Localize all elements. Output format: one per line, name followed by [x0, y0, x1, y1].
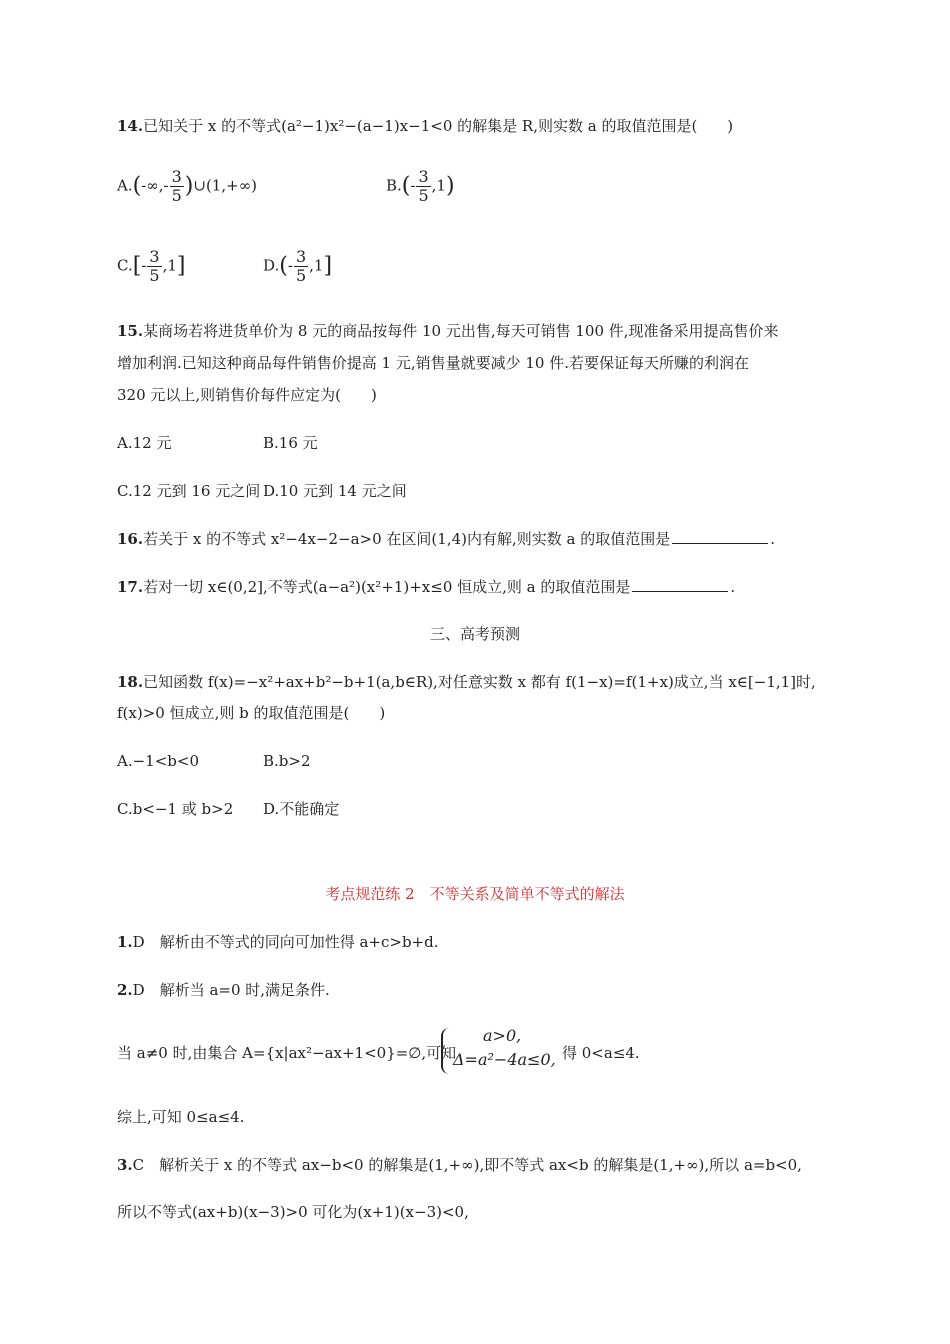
- right-paren-icon: ): [184, 173, 194, 199]
- option-label: A.: [117, 176, 133, 195]
- left-paren-icon: (: [401, 173, 411, 199]
- right-paren-icon: ): [445, 173, 455, 199]
- option-tail: ,1: [431, 176, 446, 195]
- system-row-2: Δ=a²−4a≤0,: [453, 1050, 556, 1069]
- question-18-line2: f(x)>0 恒成立,则 b 的取值范围是( ): [117, 704, 386, 722]
- option-text: -: [410, 176, 416, 195]
- question-15-line3: 320 元以上,则销售价每件应定为( ): [117, 386, 377, 404]
- denominator: 5: [149, 266, 160, 285]
- fraction: [147, 248, 161, 285]
- question-text: 已知关于 x 的不等式(a²−1)x²−(a−1)x−1<0 的解集是 R,则实数 a 的取值范围是( ): [143, 117, 734, 135]
- question-text: 若关于 x 的不等式 x²−4x−2−a>0 在区间(1,4)内有解,则实数 a 的取值范围是: [143, 530, 671, 548]
- option-b: B.16 元: [263, 434, 318, 452]
- fraction: [416, 168, 430, 205]
- option-tail: ,1: [309, 256, 324, 275]
- option-a: A.−1<b<0: [117, 752, 199, 770]
- option-c: C.12 元到 16 元之间: [117, 482, 261, 500]
- answer-3: [117, 1155, 802, 1175]
- option-label: B.: [386, 176, 402, 195]
- answer-1: [117, 932, 439, 952]
- left-paren-icon: (: [132, 173, 142, 199]
- denominator: 5: [418, 186, 429, 205]
- option-d: D.不能确定: [263, 800, 340, 818]
- numerator: 3: [295, 247, 307, 266]
- left-brace-icon: [441, 1028, 449, 1074]
- left-bracket-icon: [: [132, 253, 142, 279]
- option-label: C.: [117, 256, 133, 275]
- question-text: 已知函数 f(x)=−x²+ax+b²−b+1(a,b∈R),对任意实数 x 都有 f(1−x)=f(1+x)成立,当 x∈[−1,1]时,: [143, 673, 816, 691]
- answer-2-line3: 综上,可知 0≤a≤4.: [117, 1108, 245, 1126]
- answer-2: [117, 980, 330, 1000]
- question-15-line2: 增加利润.已知这种商品每件销售价提高 1 元,销售量就要减少 10 件.若要保证每天所赚的利润在: [117, 354, 750, 372]
- fraction: [294, 248, 308, 285]
- left-paren-icon: (: [279, 253, 288, 279]
- answer-number: 3.: [117, 1156, 133, 1174]
- equation-system: [441, 1026, 561, 1076]
- answer-2-conclusion: 得 0<a≤4.: [562, 1044, 640, 1062]
- option-c: C.b<−1 或 b>2: [117, 800, 234, 818]
- denominator: 5: [171, 186, 182, 205]
- numerator: 3: [171, 167, 182, 186]
- option-label: D.: [263, 256, 280, 275]
- question-18: [117, 672, 816, 692]
- period: .: [730, 578, 736, 596]
- question-number: 18.: [117, 673, 144, 691]
- fraction: [170, 168, 184, 205]
- right-bracket-icon: ]: [176, 253, 186, 279]
- system-row-1: a>0,: [483, 1026, 522, 1045]
- option-b: B.b>2: [263, 752, 311, 770]
- answer-3-line2: 所以不等式(ax+b)(x−3)>0 可化为(x+1)(x−3)<0,: [117, 1203, 469, 1221]
- option-tail: ,1: [162, 256, 177, 275]
- answer-text: D 解析当 a=0 时,满足条件.: [132, 981, 330, 999]
- option-d: [263, 248, 332, 285]
- numerator: 3: [149, 247, 160, 266]
- question-number: 17.: [117, 578, 144, 596]
- option-a: A.12 元: [117, 434, 172, 452]
- option-tail: ∪(1,+∞): [193, 176, 258, 195]
- period: .: [770, 530, 776, 548]
- option-c: [117, 248, 185, 285]
- answer-text: C 解析关于 x 的不等式 ax−b<0 的解集是(1,+∞),即不等式 ax<b 的解集是(1,+∞),所以 a=b<0,: [132, 1156, 802, 1174]
- answer-number: 2.: [117, 981, 133, 999]
- option-text: -∞,-: [141, 176, 169, 195]
- option-text: -: [141, 256, 147, 275]
- option-a: [117, 168, 257, 205]
- answer-blank: [632, 577, 728, 592]
- question-15: [117, 321, 779, 341]
- question-17: [117, 577, 735, 597]
- answer-number: 1.: [117, 933, 133, 951]
- option-text: -: [287, 256, 293, 275]
- answers-title: 考点规范练 2 不等关系及简单不等式的解法: [325, 885, 625, 903]
- numerator: 3: [418, 167, 429, 186]
- answer-text: D 解析由不等式的同向可加性得 a+c>b+d.: [132, 933, 439, 951]
- right-bracket-icon: ]: [323, 253, 333, 279]
- question-16: [117, 529, 775, 549]
- question-text: 某商场若将进货单价为 8 元的商品按每件 10 元出售,每天可销售 100 件,现准备采用提高售价来: [143, 322, 779, 340]
- question-number: 14.: [117, 117, 144, 135]
- question-number: 15.: [117, 322, 144, 340]
- denominator: 5: [295, 266, 307, 285]
- question-number: 16.: [117, 530, 144, 548]
- option-b: [386, 168, 455, 205]
- question-text: 若对一切 x∈(0,2],不等式(a−a²)(x²+1)+x≤0 恒成立,则 a 的取值范围是: [143, 578, 631, 596]
- answer-blank: [672, 529, 768, 544]
- answer-2-line2: 当 a≠0 时,由集合 A={x|ax²−ax+1<0}=∅,可知: [117, 1044, 457, 1062]
- section-heading: 三、高考预测: [429, 625, 520, 643]
- question-14: [117, 116, 733, 136]
- option-d: D.10 元到 14 元之间: [263, 482, 407, 500]
